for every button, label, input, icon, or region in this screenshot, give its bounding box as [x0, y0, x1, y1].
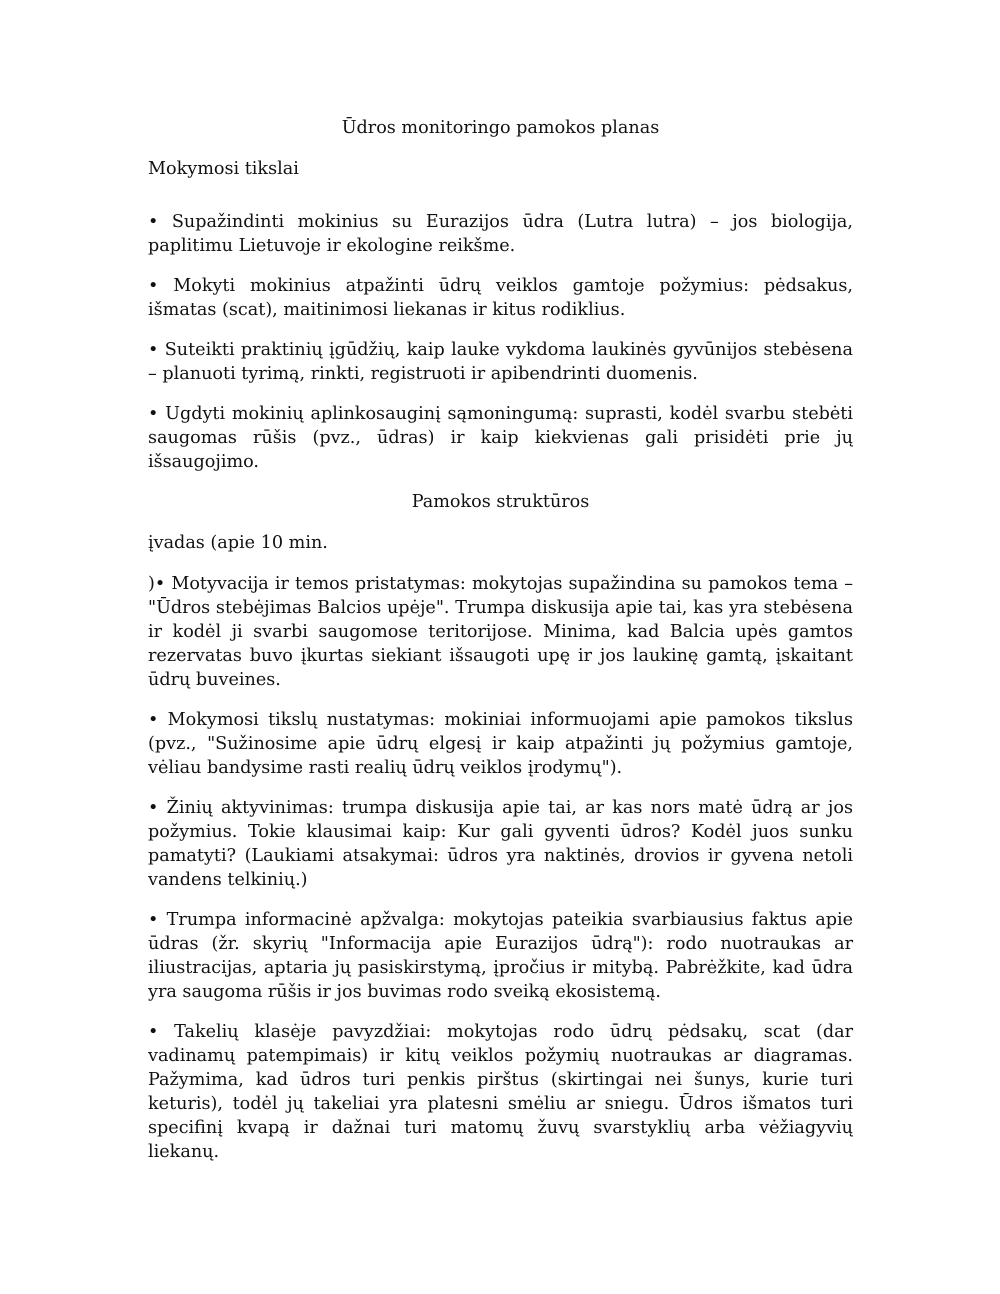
- intro-item: • Trumpa informacinė apžvalga: mokytojas pateikia svarbiausius faktus apie ūdras (žr. skyrių "Informacija apie Eurazijos ūdrą"): rodo nuotraukas ar iliustracijas, aptaria jų pasiskirstymą, įpročius ir mitybą. Pabrėžkite, kad ūdra yra saugoma rūšis ir jos buvimas rodo sveiką ekosistemą.: [148, 910, 853, 1002]
- intro-item: • Takelių klasėje pavyzdžiai: mokytojas rodo ūdrų pėdsakų, scat (dar vadinamų patempimais) ir kitų veiklos požymių nuotraukas ar diagramas. Pažymima, kad ūdros turi penkis pirštus (skirtingai nei šunys, kurie turi keturis), todėl jų takeliai yra platesni smėliu ar sniegu. Ūdros išmatos turi specifinį kvapą ir dažnai turi matomų žuvų svarstyklių arba vėžiagyvių liekanų.: [148, 1022, 853, 1162]
- goals-heading: Mokymosi tikslai: [148, 159, 299, 179]
- structure-heading: Pamokos struktūros: [411, 492, 590, 512]
- document-page: [148, 116, 853, 1164]
- document-title: Ūdros monitoringo pamokos planas: [341, 118, 660, 138]
- goal-item: • Mokyti mokinius atpažinti ūdrų veiklos gamtoje požymius: pėdsakus, išmatas (scat), maitinimosi liekanas ir kitus rodiklius.: [148, 276, 853, 320]
- goal-item: • Supažindinti mokinius su Eurazijos ūdra (Lutra lutra) – jos biologija, paplitimu Lietuvoje ir ekologine reikšme.: [148, 212, 853, 256]
- goal-item: • Ugdyti mokinių aplinkosauginį sąmoningumą: suprasti, kodėl svarbu stebėti saugomas rūšis (pvz., ūdras) ir kaip kiekvienas gali prisidėti prie jų išsaugojimo.: [148, 404, 853, 472]
- intro-item: )• Motyvacija ir temos pristatymas: mokytojas supažindina su pamokos tema – "Ūdros stebėjimas Balcios upėje". Trumpa diskusija apie tai, kas yra stebėsena ir kodėl ji svarbi saugomose teritorijose. Minima, kad Balcia upės gamtos rezervatas buvo įkurtas siekiant išsaugoti upę ir jos laukinę gamtą, įskaitant ūdrų buveines.: [148, 574, 853, 690]
- intro-label: įvadas (apie 10 min.: [148, 533, 328, 553]
- goal-item: • Suteikti praktinių įgūdžių, kaip lauke vykdoma laukinės gyvūnijos stebėsena – planuoti tyrimą, rinkti, registruoti ir apibendrinti duomenis.: [148, 340, 853, 384]
- intro-item: • Mokymosi tikslų nustatymas: mokiniai informuojami apie pamokos tikslus (pvz., "Sužinosime apie ūdrų elgesį ir kaip atpažinti jų požymius gamtoje, vėliau bandysime rasti realių ūdrų veiklos įrodymų").: [148, 710, 853, 778]
- intro-item: • Žinių aktyvinimas: trumpa diskusija apie tai, ar kas nors matė ūdrą ar jos požymius. Tokie klausimai kaip: Kur gali gyventi ūdros? Kodėl juos sunku pamatyti? (Laukiami atsakymai: ūdros yra naktinės, drovios ir gyvena netoli vandens telkinių.): [148, 798, 853, 890]
